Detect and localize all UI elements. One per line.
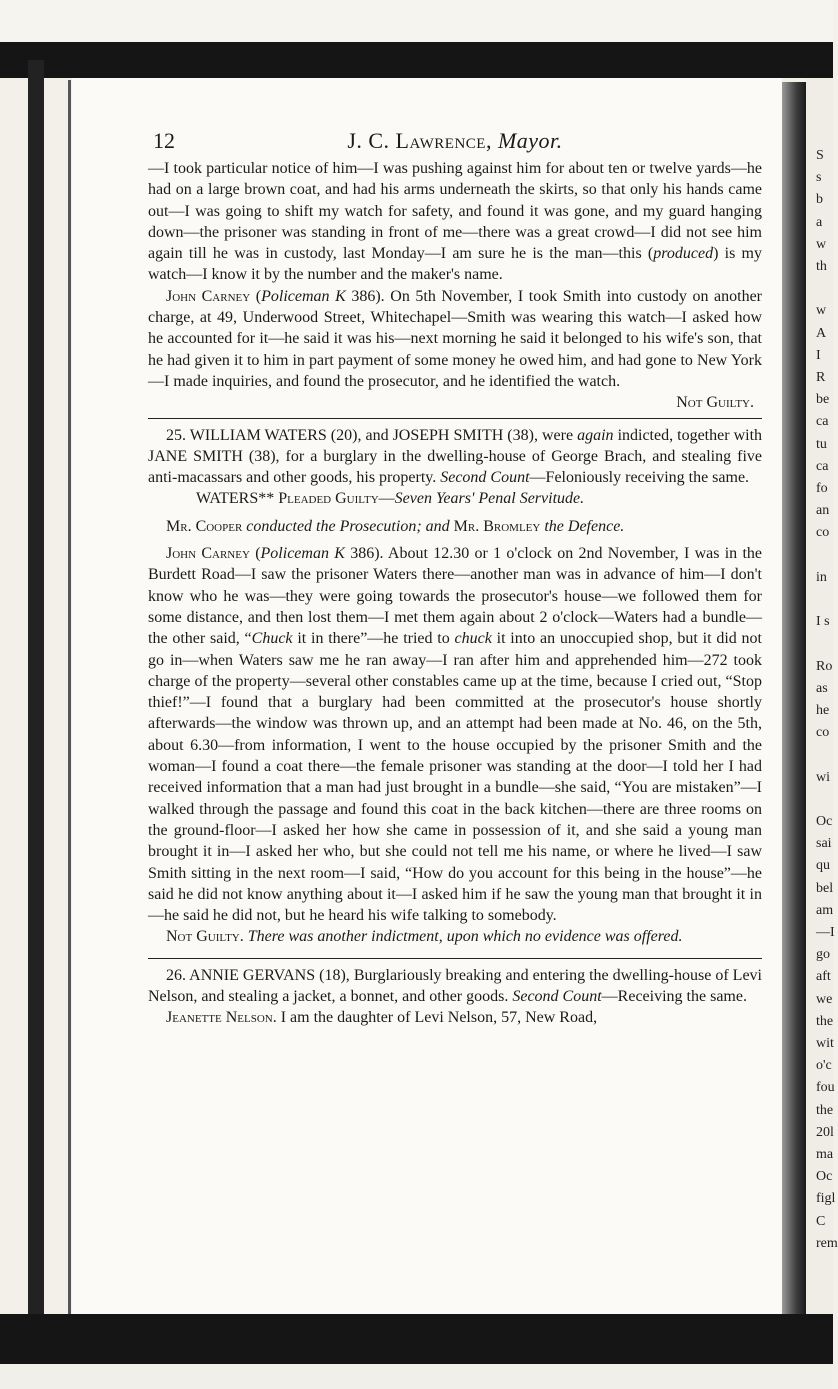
next-page-fragment: b (816, 192, 823, 208)
next-page-fragment: wi (816, 769, 830, 785)
page-header (148, 128, 762, 158)
next-page-fragment: as (816, 680, 828, 696)
next-page-fragment: the (816, 1013, 834, 1029)
case-divider (148, 418, 762, 419)
page-number: 12 (153, 128, 175, 153)
next-page-fragment: am (816, 902, 834, 918)
next-page-fragment: tu (816, 436, 827, 452)
next-page-fragment: —I (816, 925, 835, 940)
next-page-fragment: aft (816, 969, 831, 985)
next-page-fragment: o'c (816, 1058, 832, 1074)
testimony-paragraph: —I took particular notice of him—I was pushing against him for about ten or twelve yards—he had on a large brown coat, and had his arms underneath the skirts, so that only his hands came out—I was going to shift my watch for safety, and found it was gone, and my guard hanging down—the prisoner was standing in front of me—there was a great crowd—I did not see him again till he was in custody, last Monday—I am sure he is the man—this (produced) is my watch—I know it by the number and the maker's name. (148, 160, 763, 284)
scan-bottom-dark-band (0, 1314, 833, 1364)
case-divider (148, 958, 762, 959)
testimony-paragraph: John Carney (Policeman K 386). About 12.30 or 1 o'clock on 2nd November, I was in the Burdett Road—I saw the prisoner Waters there—another man was in advance of him—I don't know who he was—they were going towards the prosecutor's house—we followed them for some distance, and then lost them—I met them again about 2 o'clock—Waters had a bundle—the other said, “Chuck it in there”—he tried to chuck it into an unoccupied shop, but it did not go in—when Waters saw me he ran away—I ran after him and apprehended him—272 took charge of the property—several other constables came up at the time, because I cried out, “Stop thief!”—I found that a burglary had been committed at the prosecutor's house shortly afterwards—the window was thrown up, and an attempt had been made at No. 46, on the 5th, about 6.30—from information, I went to the house occupied by the prisoner Smith and the woman—I found a coat there—the female prisoner was standing at the door—I told her I had received information that a man had just brought in a bundle—she said, “You are mistaken”—I walked through the passage and found this coat in the back kitchen—there are three rooms on the ground-floor—I asked her how she came in possession of it, and she said a young man brought it in—I asked her who, but she could not tell me his name, or where he lived—I saw Smith sitting in the next room—I said, “How do you account for this being in the house”—he said he did not know anything about it—I asked him if he saw the young man that brought it in—he said he did not, but he heard his wife talking to somebody. (148, 545, 763, 925)
next-page-fragment: go (816, 947, 830, 963)
page-content (148, 128, 762, 1029)
counsel-line: Mr. Cooper conducted the Prosecution; and Mr. Bromley the Defence. (166, 517, 625, 535)
next-page-fragment: s (816, 170, 822, 186)
next-page-fragment: co (816, 525, 830, 541)
case-heading: 26. ANNIE GERVANS (18), Burglariously breaking and entering the dwelling-house of Levi Nelson, and stealing a jacket, a bonnet, and other goods. Second Count—Receiving the same. (148, 966, 762, 1005)
next-page-fragment: th (816, 259, 827, 274)
next-page-fragment: figl (816, 1191, 836, 1207)
book-gutter (782, 82, 806, 1314)
testimony-paragraph: John Carney (Policeman K 386). On 5th November, I took Smith into custody on another charge, at 49, Underwood Street, Whitechapel—Smith was wearing this watch—I asked how he accounted for it—he said it was his—next morning he said it belonged to his wife's son, that he had given it to him in part payment of some money he owed him, and had gone to New York—I made inquiries, and found the prosecutor, and he identified the watch. (148, 287, 762, 390)
next-page-edge (806, 78, 838, 1314)
scan-bottom-margin (0, 1364, 833, 1389)
next-page-fragment: an (816, 503, 830, 519)
next-page-fragment: R (816, 370, 826, 385)
spacer (148, 948, 762, 954)
scan-top-margin (0, 0, 833, 42)
book-page (72, 78, 782, 1314)
running-head-title: Mayor. (497, 128, 563, 153)
next-page-fragment: Oc (816, 1169, 833, 1185)
next-page-fragment: Oc (816, 814, 833, 829)
next-page-fragment: w (816, 236, 827, 252)
next-page-fragment: the (816, 1102, 834, 1118)
next-page-fragment: wit (816, 1036, 834, 1051)
next-page-fragment: Ro (816, 658, 833, 674)
next-page-fragment: rem (816, 1235, 838, 1251)
next-page-fragment: bel (816, 880, 834, 896)
next-page-fragment: a (816, 214, 823, 230)
next-page-fragment: in (816, 569, 827, 585)
next-page-fragment: A (816, 325, 827, 341)
verdict: Not Guilty. (676, 394, 754, 412)
scan-top-dark-band (0, 42, 833, 78)
next-page-fragment: S (816, 148, 824, 163)
next-page-fragment: ca (816, 414, 829, 430)
next-page-fragment: he (816, 703, 830, 718)
next-page-fragment: ma (816, 1147, 834, 1162)
verdict: Not Guilty. There was another indictment, upon which no evidence was offered. (166, 928, 683, 946)
next-page-fragment: fou (816, 1080, 835, 1096)
running-head (148, 128, 762, 154)
next-page-fragment: ca (816, 458, 829, 474)
page-left-shadow (68, 80, 71, 1320)
testimony-paragraph: Jeanette Nelson. I am the daughter of Levi Nelson, 57, New Road, (166, 1009, 598, 1027)
next-page-fragment: we (816, 991, 833, 1007)
next-page-fragment: I s (816, 614, 830, 630)
next-page-fragment: sai (816, 836, 832, 852)
next-page-fragment: qu (816, 858, 830, 874)
next-page-fragment: be (816, 392, 830, 408)
next-page-fragment: C (816, 1213, 826, 1229)
next-page-fragment: co (816, 725, 830, 741)
case-heading: 25. WILLIAM WATERS (20), and JOSEPH SMITH (38), were again indicted, together with JANE SMITH (38), for a burglary in the dwelling-house of George Brach, and stealing five anti-macassars and other goods, his property. Second Count—Feloniously receiving the same. (148, 426, 763, 487)
running-head-name: J. C. Lawrence, (347, 128, 492, 153)
next-page-fragment: I (816, 347, 821, 363)
plea-line: WATERS** Pleaded Guilty—Seven Years' Penal Servitude. (196, 490, 585, 508)
scan-left-edge (28, 60, 44, 1350)
next-page-fragment: w (816, 303, 827, 319)
next-page-fragment: 20l (816, 1124, 834, 1140)
next-page-fragment: fo (816, 481, 828, 496)
